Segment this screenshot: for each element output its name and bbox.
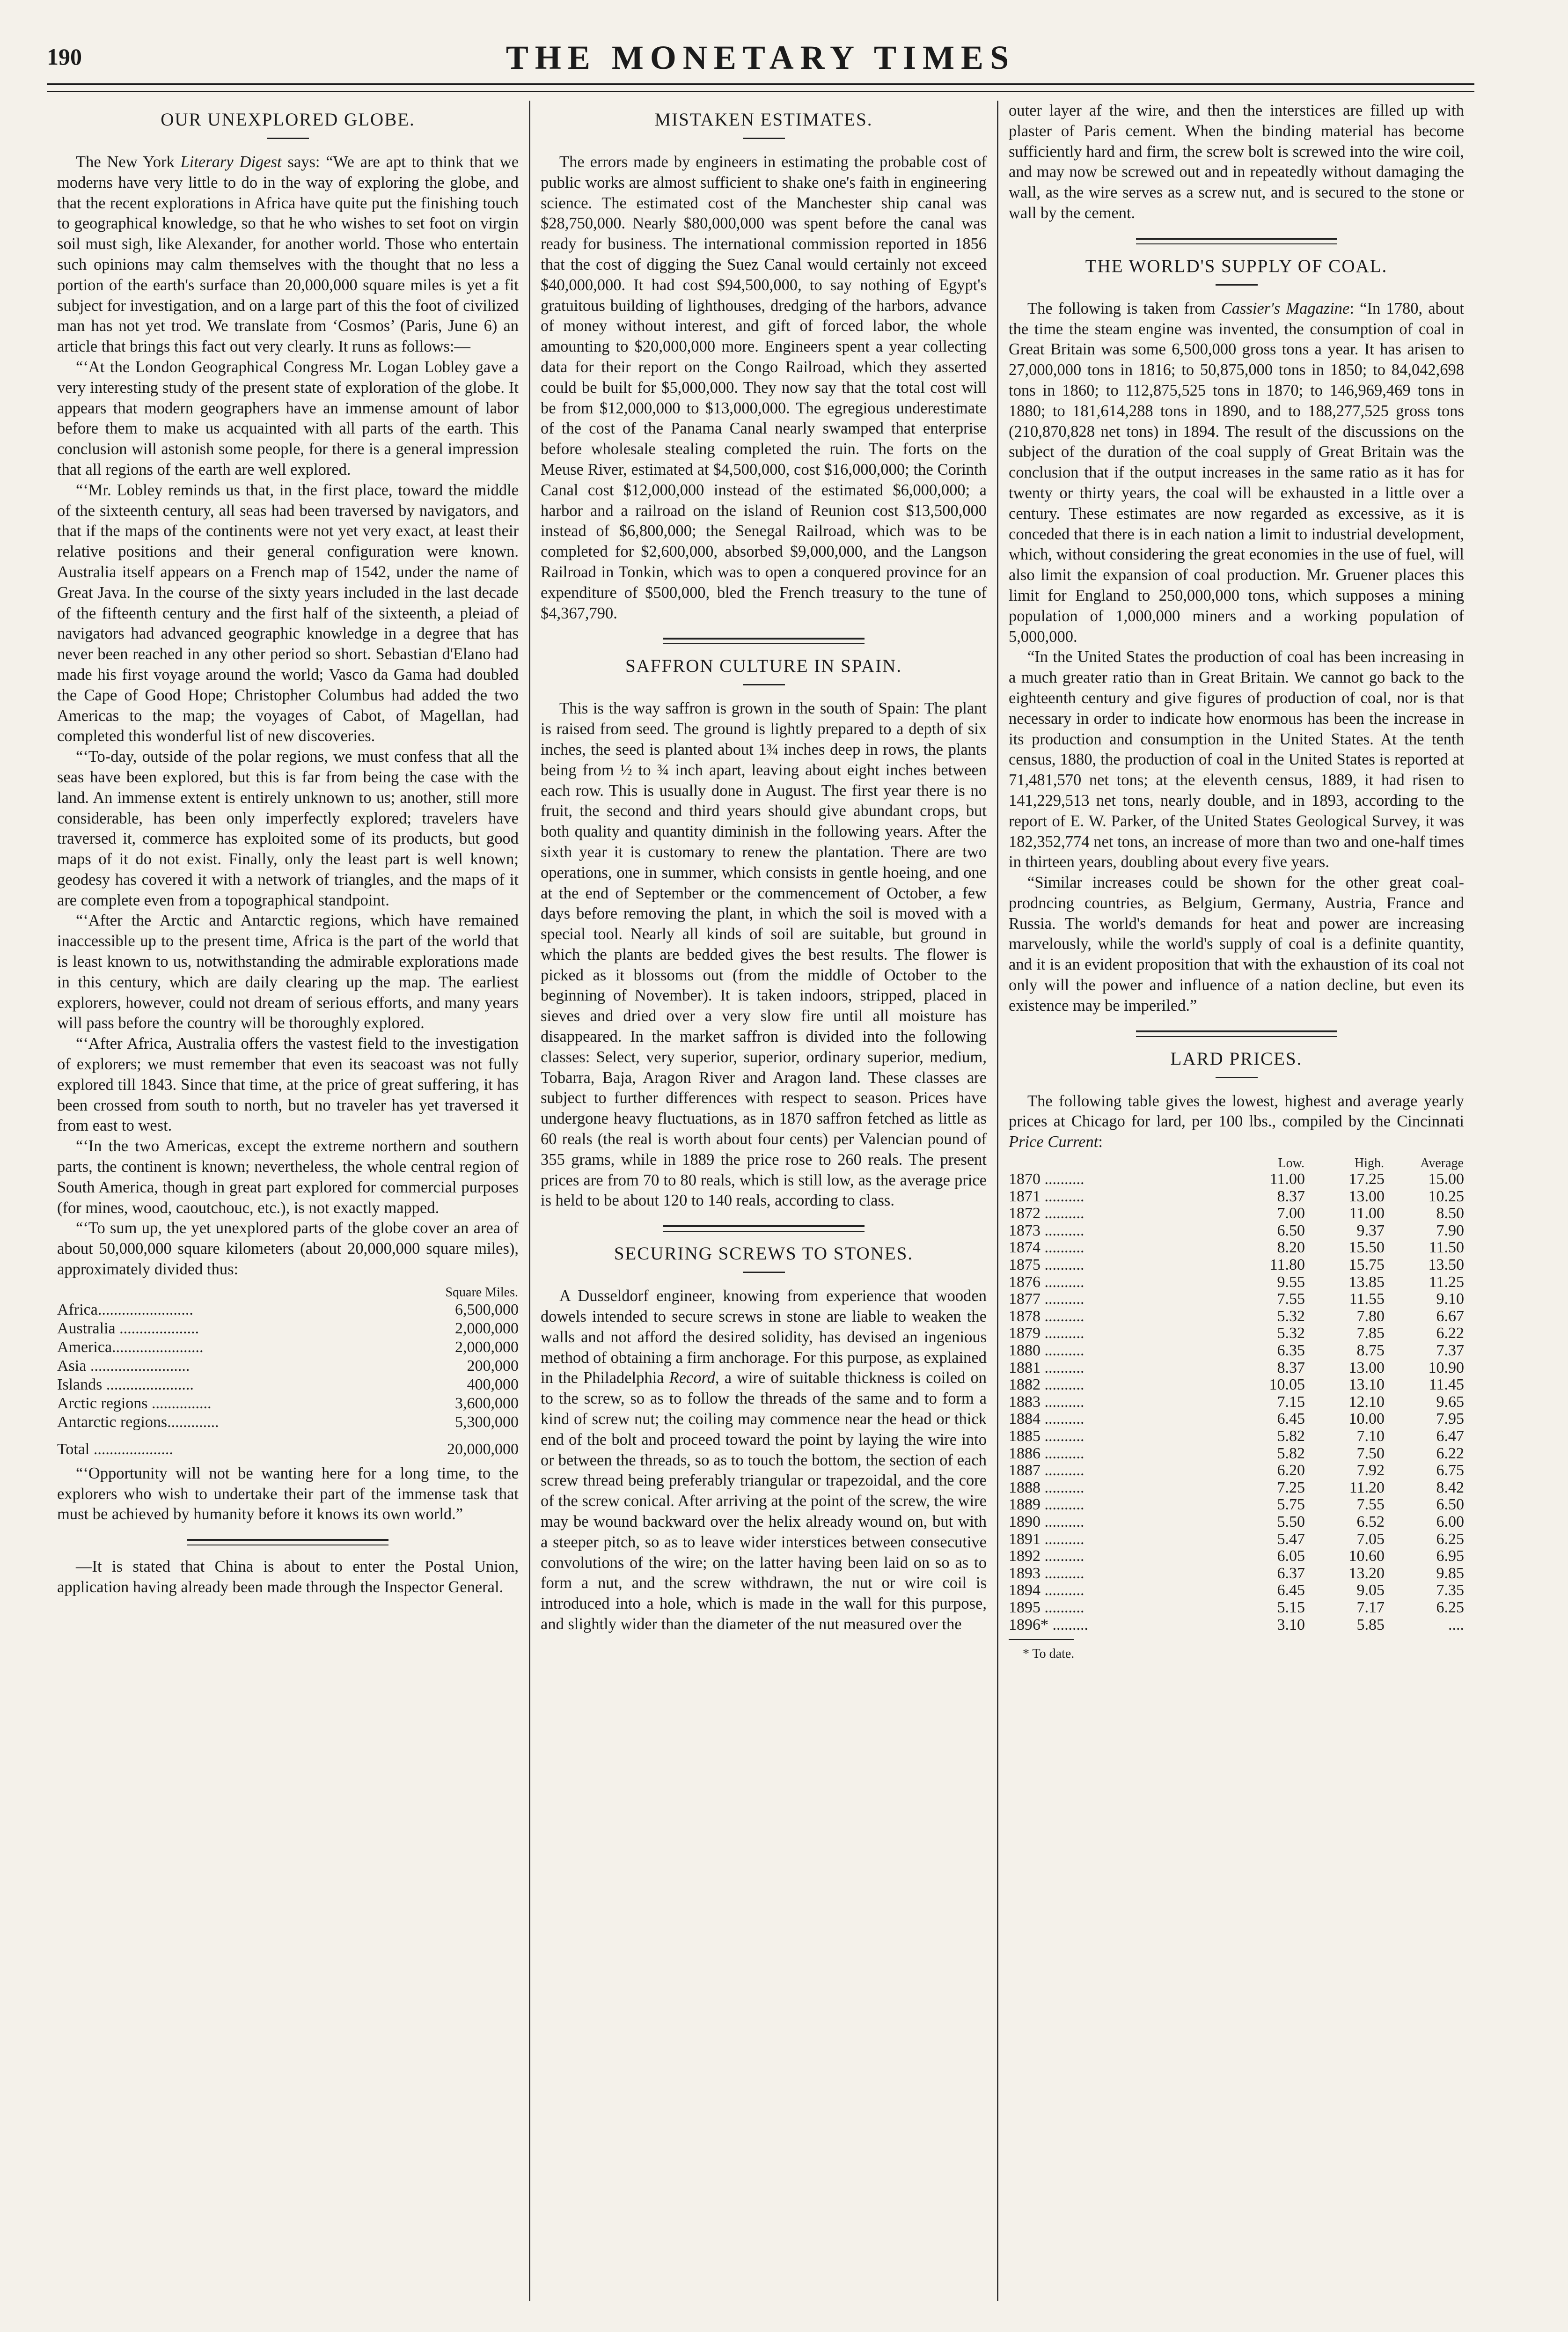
cell-avg: 6.22 xyxy=(1436,1444,1464,1462)
cell-low: 7.00 xyxy=(1277,1205,1305,1222)
cell-low: 5.82 xyxy=(1277,1444,1305,1462)
cell-high: 10.60 xyxy=(1348,1547,1385,1565)
cell-high: 17.25 xyxy=(1348,1170,1385,1188)
cell-low: 5.32 xyxy=(1277,1307,1305,1325)
cell-high: 7.55 xyxy=(1356,1496,1385,1514)
lard-prices-table xyxy=(1009,1155,1464,1633)
cell-year: 1880 .......... xyxy=(1009,1342,1084,1359)
cell-avg: 6.50 xyxy=(1436,1496,1464,1514)
cell-avg: 11.25 xyxy=(1429,1273,1464,1291)
cell-high: 12.10 xyxy=(1348,1393,1385,1411)
cell-low: 6.45 xyxy=(1277,1410,1305,1428)
col-header-low: Low. xyxy=(1278,1156,1304,1171)
cell-year: 1881 .......... xyxy=(1009,1359,1084,1376)
cell-avg: 6.25 xyxy=(1436,1598,1464,1616)
cell-year: 1886 .......... xyxy=(1009,1444,1084,1462)
table-row xyxy=(1009,1582,1464,1599)
footnote-rule xyxy=(1009,1639,1074,1640)
coal-p1-source: Cassier's Magazine xyxy=(1221,299,1350,317)
cell-year: 1896* ......... xyxy=(1009,1616,1088,1633)
cell-low: 8.37 xyxy=(1277,1359,1305,1376)
cell-low: 11.00 xyxy=(1269,1170,1305,1188)
table-row xyxy=(1009,1411,1464,1428)
area-table-header: Square Miles. xyxy=(445,1285,518,1300)
title-rule xyxy=(1216,284,1258,286)
cell-low: 6.35 xyxy=(1277,1342,1305,1359)
cell-low: 5.75 xyxy=(1277,1496,1305,1514)
cell-low: 6.37 xyxy=(1277,1564,1305,1582)
col-header-average: Average xyxy=(1420,1156,1464,1171)
cell-year: 1889 .......... xyxy=(1009,1496,1084,1514)
article-title-coal: THE WORLD'S SUPPLY OF COAL. xyxy=(1085,256,1388,276)
cell-low: 5.82 xyxy=(1277,1427,1305,1445)
globe-p1-text-b: says: “We are apt to think that we moderns have very little to do in the way of exploring the globe, and that the recent explorations in Africa have quite put the finishing touch to geographical knowledge, so that he who wishes to set foot on virgin soil must sigh, like Alexander, for another world. Those who entertain such opinions may calm themselves with the thought that no less a portion of the earth's surface than 20,000,000 square miles is yet a fit subject for investigation, and on a large part of this the foot of civilized man has not yet trod. We translate from ‘Cosmos’ (Paris, June 6) an article that brings this fact out very clearly. It runs as follows:— xyxy=(57,153,519,356)
lard-paragraph-1 xyxy=(1009,1091,1464,1153)
globe-paragraph-8: “‘To sum up, the yet unexplored parts of the globe cover an area of about 50,000,000 square kilometers (about 20,000,000 square miles), approximately divided thus: xyxy=(57,1219,519,1279)
table-row xyxy=(1009,1599,1464,1617)
section-separator xyxy=(663,1225,865,1232)
cell-avg: 9.65 xyxy=(1436,1393,1464,1411)
section-separator xyxy=(1136,1030,1337,1037)
cell-avg: 13.50 xyxy=(1428,1256,1464,1274)
screws-paragraph-2: outer layer af the wire, and then the interstices are filled up with plaster of Paris cement. When the binding material has become sufficiently hard and firm, the screw bolt is screwed into the wire coil, and may now be screwed out and in repeatedly without damaging the wall, as the wire serves as a screw nut, and is secured to the stone or wall by the cement. xyxy=(1009,102,1464,222)
screws-p1-source: Record xyxy=(669,1369,715,1387)
cell-low: 8.20 xyxy=(1277,1239,1305,1257)
table-row xyxy=(1009,1257,1464,1274)
title-rule xyxy=(743,684,785,685)
cell-low: 7.55 xyxy=(1277,1290,1305,1308)
cell-low: 5.47 xyxy=(1277,1530,1305,1548)
cell-high: 7.50 xyxy=(1356,1444,1385,1462)
cell-low: 3.10 xyxy=(1277,1616,1305,1633)
col-header-high: High. xyxy=(1355,1156,1384,1171)
article-title-globe: OUR UNEXPLORED GLOBE. xyxy=(161,110,415,130)
cell-avg: 11.50 xyxy=(1429,1239,1464,1257)
cell-low: 6.20 xyxy=(1277,1462,1305,1479)
table-row xyxy=(1009,1188,1464,1206)
coal-paragraph-3: “Similar increases could be shown for the other great coal-prodncing countries, as Belgium, Germany, Austria, France and Russia. The world's demands for heat and power are increasing marvelously, while the world's supply of coal is a definite quantity, and it is an evident proposition that with the exhaustion of its coal not only will the power and influence of a nation decline, but even its existence may be imperiled.” xyxy=(1009,874,1464,1015)
table-row xyxy=(1009,1239,1464,1257)
cell-year: 1874 .......... xyxy=(1009,1239,1084,1257)
cell-year: 1882 .......... xyxy=(1009,1376,1084,1394)
cell-avg: 7.37 xyxy=(1436,1342,1464,1359)
title-rule xyxy=(743,1272,785,1273)
table-row xyxy=(1009,1360,1464,1377)
cell-high: 15.50 xyxy=(1348,1239,1385,1257)
cell-high: 11.55 xyxy=(1349,1290,1385,1308)
screws-p1-text-a: A Dusseldorf engineer, knowing from experience that wooden dowels intended to secure screws in stone are liable to weaken the walls and not afford the desired solidity, has devised an ingenious method of obtaining a firm anchorage. For this purpose, as explained in the Philadelphia xyxy=(541,1287,987,1387)
section-separator xyxy=(1136,238,1337,244)
screws-p1-text-b: , a wire of suitable thickness is coiled on to the screw, so as to follow the threads of the same and to form a kind of screw nut; the coiling may commence near the head or thick end of the bolt and proceed toward the point by laying the wire into or between the threads, so as to touch the bottom, the section of each screw thread being preferably triangular or trapezoidal, and the core of the screw conical. After arriving at the point of the screw, the wire may be wound backward over the helix already wound on, but with a steeper pitch, so as to leave wider interstices between consecutive convolutions of the wire; on the latter having been laid on so as to form a nut, and the screw withdrawn, the nut or wire coil is introduced into a hole, which is made in the wall for this purpose, and slightly wider than the diameter of the nut measured over the xyxy=(541,1369,987,1633)
table-row xyxy=(1009,1617,1464,1634)
table-row xyxy=(1009,1171,1464,1188)
globe-paragraph-7: “‘In the two Americas, except the extreme northern and southern parts, the continent is known; nevertheless, the whole central region of South America, though in great part explored for commercial purposes (for mines, wood, caoutchouc, etc.), is not exactly mapped. xyxy=(57,1137,519,1217)
table-row xyxy=(1009,1308,1464,1325)
column-3 xyxy=(997,101,1474,2301)
cell-year: 1895 .......... xyxy=(1009,1598,1084,1616)
table-row xyxy=(1009,1291,1464,1308)
cell-low: 5.50 xyxy=(1277,1513,1305,1530)
cell-year: 1872 .......... xyxy=(1009,1205,1084,1222)
cell-year: 1870 .......... xyxy=(1009,1170,1084,1188)
masthead: THE MONETARY TIMES xyxy=(506,39,1016,76)
coal-p1-text-b: : “In 1780, about the time the steam engine was invented, the consumption of coal in Great Britain was some 6,500,000 gross tons a year. It has arisen to 27,000,000 tons in 1816; to 50,875,000 tons in 1850; to 84,042,698 tons in 1860; to 112,875,525 tons in 1870; to 146,969,469 tons in 1880; to 181,614,288 tons in 1890, and to 188,277,525 gross tons (210,870,828 net tons) in 1894. The result of the discussions on the subject of the duration of the coal supply of Great Britain was the conclusion that if the output increases in the same ratio as it has for twenty or thirty years, the coal will be exhausted in a little over a century. These estimates are now regarded as excessive, as it is conceded that there is in each nation a limit to industrial development, which, without considering the great economies in the use of fuel, will also limit the expansion of coal production. Mr. Gruener places this limit for England to 250,000,000 tons, which supposes a mining population of 1,000,000 miners and a working population of 5,000,000. xyxy=(1009,299,1464,646)
cell-low: 5.15 xyxy=(1277,1598,1305,1616)
cell-high: 9.37 xyxy=(1356,1221,1385,1239)
cell-year: 1876 .......... xyxy=(1009,1273,1084,1291)
cell-low: 11.80 xyxy=(1269,1256,1305,1274)
cell-high: 10.00 xyxy=(1348,1410,1385,1428)
globe-paragraph-5: “‘After the Arctic and Antarctic regions, which have remained inaccessible up to the present time, Africa is the part of the world that is least known to us, notwithstanding the admirable explorations made in this century, which are daily clearing up the map. The earliest explorers, however, could not dream of serious efforts, and many years will pass before the country will be thoroughly explored. xyxy=(57,912,519,1032)
cell-high: 7.92 xyxy=(1356,1462,1385,1479)
globe-paragraph-9: “‘Opportunity will not be wanting here for a long time, to the explorers who wish to undertake their part of the immense task that must be achieved by humanity before it knows its own world.” xyxy=(57,1464,519,1523)
cell-low: 6.50 xyxy=(1277,1221,1305,1239)
cell-avg: 6.47 xyxy=(1436,1427,1464,1445)
cell-year: 1892 .......... xyxy=(1009,1547,1084,1565)
cell-year: 1891 .......... xyxy=(1009,1530,1084,1548)
cell-avg: 6.00 xyxy=(1436,1513,1464,1530)
section-separator xyxy=(663,638,865,644)
coal-paragraph-1 xyxy=(1009,299,1464,647)
table-row xyxy=(1009,1531,1464,1548)
table-row: Africa........................ 6,500,000 xyxy=(57,1301,519,1318)
globe-paragraph-6: “‘After Africa, Australia offers the vastest field to the investigation of explorers; we must remember that even its seacoast was not fully explored till 1843. Since that time, at the price of great suffering, it has been crossed from south to north, but no traveler has yet traversed it from east to west. xyxy=(57,1035,519,1135)
cell-high: 7.10 xyxy=(1356,1427,1385,1445)
cell-year: 1890 .......... xyxy=(1009,1513,1084,1530)
cell-high: 8.75 xyxy=(1356,1342,1385,1359)
lard-p1-text-a: The following table gives the lowest, highest and average yearly prices at Chicago for lard, per 100 lbs., compiled by the Cincinnati xyxy=(1009,1092,1464,1131)
globe-paragraph-4: “‘To-day, outside of the polar regions, we must confess that all the seas have been explored, but this is far from being the case with the land. An immense extent is entirely unknown to us; another, still more considerable, has been only imperfectly explored; travelers have traversed it, commerce has exploited some of its products, but good maps of it do not exist. Finally, only the least part is well known; geodesy has covered it with a network of triangles, and the maps of it are complete even from a topographical standpoint. xyxy=(57,748,519,909)
cell-avg: 8.42 xyxy=(1436,1479,1464,1496)
cell-high: 7.05 xyxy=(1356,1530,1385,1548)
cell-year: 1871 .......... xyxy=(1009,1187,1084,1205)
columns xyxy=(47,101,1474,2301)
cell-low: 7.15 xyxy=(1277,1393,1305,1411)
table-row xyxy=(1009,1274,1464,1291)
cell-low: 5.32 xyxy=(1277,1324,1305,1342)
table-row: Australia .................... 2,000,000 xyxy=(57,1319,519,1337)
page-number: 190 xyxy=(47,44,82,70)
header-rule xyxy=(47,91,1474,92)
cell-low: 10.05 xyxy=(1269,1376,1305,1394)
table-row xyxy=(1009,1445,1464,1463)
cell-year: 1873 .......... xyxy=(1009,1221,1084,1239)
cell-avg: 6.22 xyxy=(1436,1324,1464,1342)
globe-p1-text-a: The New York xyxy=(76,153,181,171)
cell-low: 9.55 xyxy=(1277,1273,1305,1291)
cell-high: 11.20 xyxy=(1349,1479,1385,1496)
coal-p1-text-a: The following is taken from xyxy=(1027,299,1221,317)
globe-p1-source: Literary Digest xyxy=(180,153,282,171)
table-row: America....................... 2,000,000 xyxy=(57,1338,519,1356)
china-postal-note: —It is stated that China is about to enter the Postal Union, application having already been made through the Inspector General. xyxy=(57,1558,519,1596)
table-row: Antarctic regions............. 5,300,000 xyxy=(57,1413,519,1431)
cell-avg: 9.10 xyxy=(1436,1290,1464,1308)
cell-high: 13.10 xyxy=(1348,1376,1385,1394)
page-header xyxy=(47,38,1474,85)
cell-year: 1883 .......... xyxy=(1009,1393,1084,1411)
table-row xyxy=(1009,1514,1464,1531)
cell-year: 1877 .......... xyxy=(1009,1290,1084,1308)
table-total-row: Total .................... 20,000,000 xyxy=(57,1440,519,1458)
table-row: Asia ......................... 200,000 xyxy=(57,1357,519,1375)
table-row xyxy=(1009,1462,1464,1479)
cell-year: 1879 .......... xyxy=(1009,1324,1084,1342)
globe-paragraph-2: “‘At the London Geographical Congress Mr. Logan Lobley gave a very interesting study of the present state of exploration of the globe. It appears that modern geographers have an immense amount of labor before them to make us acquainted with all parts of the earth. This conclusion will astonish some people, for there is a general impression that all regions of the earth are well explored. xyxy=(57,358,519,478)
cell-high: 7.80 xyxy=(1356,1307,1385,1325)
cell-avg: 10.25 xyxy=(1428,1187,1464,1205)
cell-high: 7.85 xyxy=(1356,1324,1385,1342)
lard-p1-text-b: : xyxy=(1098,1133,1103,1151)
cell-low: 8.37 xyxy=(1277,1187,1305,1205)
screws-paragraph-1 xyxy=(541,1286,987,1635)
table-row xyxy=(1009,1394,1464,1411)
table-row xyxy=(1009,1496,1464,1514)
column-1 xyxy=(47,101,529,2301)
column-2 xyxy=(529,101,997,2301)
cell-year: 1894 .......... xyxy=(1009,1582,1084,1599)
cell-avg: 6.95 xyxy=(1436,1547,1464,1565)
cell-avg: 7.90 xyxy=(1436,1221,1464,1239)
lard-p1-source: Price Current xyxy=(1009,1133,1099,1151)
cell-year: 1875 .......... xyxy=(1009,1256,1084,1274)
cell-high: 15.75 xyxy=(1348,1256,1385,1274)
cell-avg: 7.95 xyxy=(1436,1410,1464,1428)
cell-low: 7.25 xyxy=(1277,1479,1305,1496)
section-separator xyxy=(187,1539,388,1545)
cell-avg: 10.90 xyxy=(1428,1359,1464,1376)
cell-high: 5.85 xyxy=(1356,1616,1385,1633)
cell-avg: 8.50 xyxy=(1436,1205,1464,1222)
table-row xyxy=(1009,1222,1464,1240)
globe-paragraph-1 xyxy=(57,152,519,357)
cell-avg: 6.25 xyxy=(1436,1530,1464,1548)
title-rule xyxy=(1216,1077,1258,1078)
cell-high: 13.00 xyxy=(1348,1359,1385,1376)
title-rule xyxy=(743,138,785,139)
cell-high: 11.00 xyxy=(1349,1205,1385,1222)
cell-avg: 15.00 xyxy=(1428,1170,1464,1188)
cell-year: 1888 .......... xyxy=(1009,1479,1084,1496)
cell-avg: 9.85 xyxy=(1436,1564,1464,1582)
article-title-screws: SECURING SCREWS TO STONES. xyxy=(614,1243,914,1264)
cell-year: 1884 .......... xyxy=(1009,1410,1084,1428)
table-row: Islands ...................... 400,000 xyxy=(57,1376,519,1393)
cell-high: 6.52 xyxy=(1356,1513,1385,1530)
table-row: Arctic regions ............... 3,600,000 xyxy=(57,1394,519,1412)
cell-year: 1885 .......... xyxy=(1009,1427,1084,1445)
coal-paragraph-2: “In the United States the production of coal has been increasing in a much greater ratio than in Great Britain. We cannot go back to the eighteenth century and give figures of production of coal, nor is that necessary in order to indicate how enormous has been the increase in its production and consumption in the United States. At the tenth census, 1880, the production of coal in the United States is reported at 71,481,570 net tons; at the eleventh census, 1889, it had risen to 141,229,513 net tons, nearly double, and in 1893, according to the report of E. W. Parker, of the United States Geological Survey, it was 182,352,774 net tons, an increase of more than two and one-half times in thirteen years, doubling about every five years. xyxy=(1009,648,1464,871)
table-row xyxy=(1009,1205,1464,1222)
table-row xyxy=(1009,1376,1464,1394)
globe-paragraph-3: “‘Mr. Lobley reminds us that, in the first place, toward the middle of the sixteenth century, all seas had been traversed by navigators, and that if the maps of the continents were not yet very exact, at least their relative positions and their general configuration were known. Australia itself appears on a French map of 1542, under the name of Great Java. In the course of the sixty years included in the last decade of the fifteenth century and the first half of the sixteenth, a pleiad of navigators had advanced geographic knowledge in a degree that has never been reached in any other period so short. Sebastian d'Elano had made his first voyage around the world; Vasco da Gama had doubled the Cape of Good Hope; Christopher Columbus had added the two Americas to the map; the voyages of Cabot, of Magellan, had completed this wonderful list of new discoveries. xyxy=(57,481,519,745)
cell-year: 1878 .......... xyxy=(1009,1307,1084,1325)
unexplored-area-table xyxy=(57,1285,519,1459)
table-row xyxy=(1009,1565,1464,1582)
cell-avg: 6.75 xyxy=(1436,1462,1464,1479)
cell-low: 6.05 xyxy=(1277,1547,1305,1565)
cell-high: 13.85 xyxy=(1348,1273,1385,1291)
title-rule xyxy=(267,138,309,139)
estimates-paragraph-1: The errors made by engineers in estimating the probable cost of public works are almost sufficient to shake one's faith in engineering science. The estimated cost of the Manchester ship canal was $28,750,000. Nearly $80,000,000 was spent before the canal was ready for business. The international commission reported in 1856 that the cost of digging the Suez Canal would certainly not exceed $40,000,000. It had cost $94,500,000, to say nothing of Egypt's gratuitous building of lighthouses, dredging of the harbors, advance of money without interest, and gift of forced labor, the whole amounting to $20,000,000 more. Engineers spent a year collecting data for their report on the Congo Railroad, which they asserted could be built for $5,000,000. They now say that the total cost will be from $12,000,000 to $13,000,000. The egregious underestimate of the cost of the Panama Canal nearly swamped that enterprise before wholesale stealing completed the ruin. The forts on the Meuse River, estimated at $4,500,000, cost $16,000,000; the Corinth Canal cost $12,000,000 instead of the estimated $6,000,000; a harbor and a railroad on the island of Reunion cost $13,500,000 instead of $6,800,000; the Senegal Railroad, which was to be completed for $2,600,000, absorbed $9,000,000, and the Langson Railroad in Tonkin, which was to open a conquered province for an expenditure of $500,000, bled the French treasury to the tune of $4,367,790. xyxy=(541,153,987,622)
cell-avg: 11.45 xyxy=(1429,1376,1464,1394)
cell-avg: .... xyxy=(1448,1616,1464,1633)
cell-high: 7.17 xyxy=(1356,1598,1385,1616)
cell-year: 1893 .......... xyxy=(1009,1564,1084,1582)
table-row xyxy=(1009,1548,1464,1565)
cell-high: 13.00 xyxy=(1348,1187,1385,1205)
table-footnote: * To date. xyxy=(1023,1647,1075,1662)
saffron-paragraph-1: This is the way saffron is grown in the south of Spain: The plant is raised from seed. The ground is lightly prepared to a depth of six inches, the seed is planted about 1¾ inches deep in rows, the plants being from ½ to ¾ inch apart, leaving about eight inches between each row. This is usually done in August. The first year there is no fruit, the second and third years should give abundant crops, but both quality and quantity diminish in the following years. After the sixth year it is customary to renew the plantation. There are two operations, one in summer, which consists in gentle hoeing, and one at the end of September or the commencement of October, a few days before removing the plant, in which the soil is moved with a special tool. Nearly all kinds of soil are suitable, but ground in which the plants are bedded gives the best results. The flower is picked as it blossoms out (from the middle of October to the beginning of November). It is taken indoors, stripped, placed in sieves and dried over a very slow fire until all moisture has disappeared. In the market saffron is divided into the following classes: Select, very superior, superior, ordinary superior, medium, Tobarra, Baja, Aragon River and Aragon land. These classes are subject to further differences with respect to season. Prices have undergone heavy fluctuations, as in 1870 saffron fetched as little as 60 reals (the real is worth about four cents) per Valencian pound of 355 grams, while in 1889 the price rose to 260 reals. The present prices are from 70 to 80 reals, which is still low, as the average price is held to be about 120 to 140 reals, according to class. xyxy=(541,699,987,1210)
cell-avg: 6.67 xyxy=(1436,1307,1464,1325)
table-row xyxy=(1009,1479,1464,1497)
article-title-saffron: SAFFRON CULTURE IN SPAIN. xyxy=(625,656,902,677)
cell-year: 1887 .......... xyxy=(1009,1462,1084,1479)
table-row xyxy=(1009,1342,1464,1360)
article-title-lard: LARD PRICES. xyxy=(1170,1048,1303,1069)
cell-low: 6.45 xyxy=(1277,1582,1305,1599)
table-row xyxy=(1009,1325,1464,1342)
cell-high: 13.20 xyxy=(1348,1564,1385,1582)
cell-high: 9.05 xyxy=(1356,1582,1385,1599)
lard-table-body xyxy=(1009,1171,1464,1633)
table-row xyxy=(1009,1428,1464,1445)
cell-avg: 7.35 xyxy=(1436,1582,1464,1599)
article-title-estimates: MISTAKEN ESTIMATES. xyxy=(654,110,873,130)
